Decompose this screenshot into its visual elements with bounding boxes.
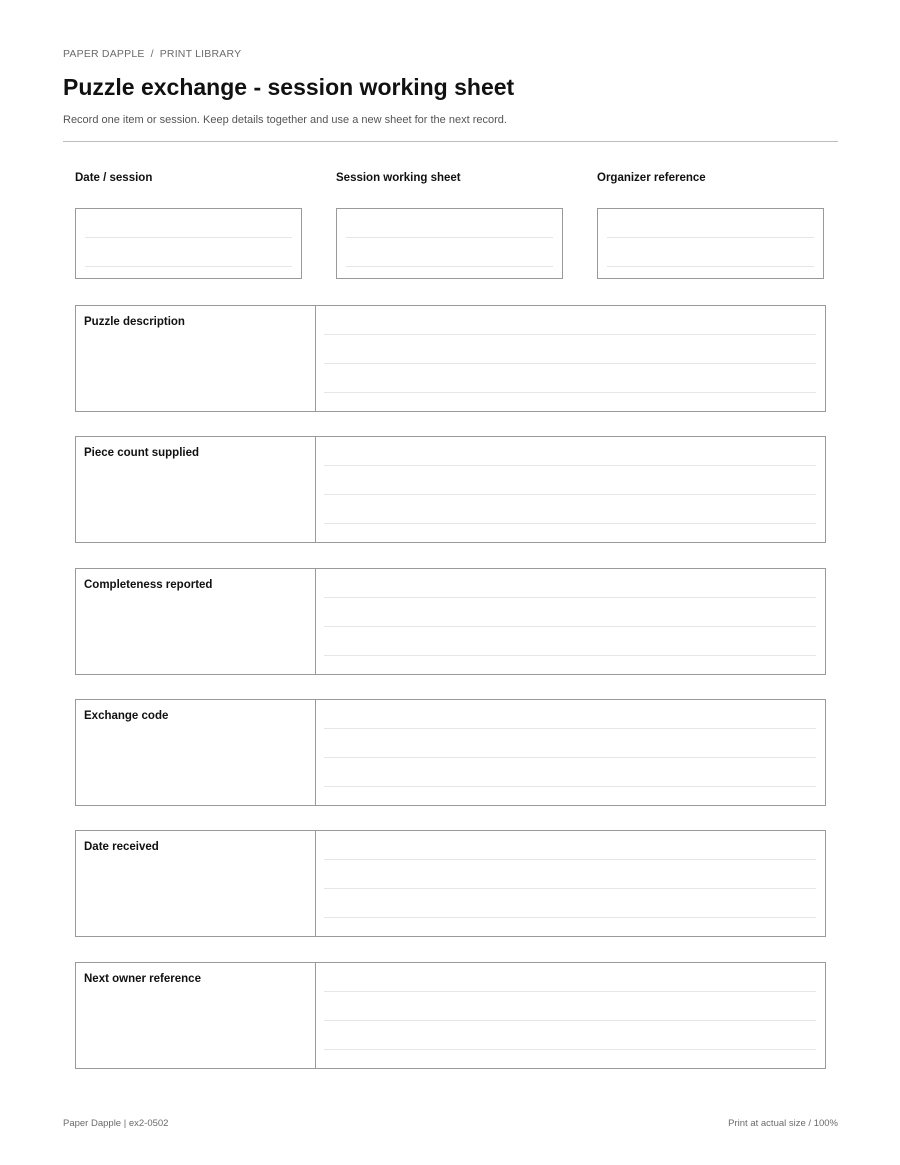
footer-print-note: Print at actual size / 100%	[728, 1118, 838, 1129]
writing-line	[324, 392, 816, 393]
breadcrumb-separator: /	[150, 48, 154, 60]
date-session-label: Date / session	[75, 172, 153, 184]
writing-line	[324, 728, 816, 729]
writing-line	[324, 1020, 816, 1021]
page-title: Puzzle exchange - session working sheet	[63, 74, 515, 100]
date-received-field[interactable]	[316, 831, 825, 936]
next-owner-reference-label: Next owner reference	[84, 973, 201, 985]
writing-line	[324, 757, 816, 758]
writing-line	[85, 266, 292, 267]
date-received-row	[75, 830, 826, 937]
writing-line	[324, 494, 816, 495]
writing-line	[324, 363, 816, 364]
writing-line	[324, 917, 816, 918]
writing-line	[324, 465, 816, 466]
writing-line	[324, 597, 816, 598]
page-instructions: Record one item or session. Keep details together and use a new sheet for the next record.	[63, 114, 507, 126]
puzzle-description-field[interactable]	[316, 306, 825, 411]
header-divider	[63, 141, 838, 142]
writing-line	[324, 334, 816, 335]
writing-line	[324, 888, 816, 889]
puzzle-description-row	[75, 305, 826, 412]
piece-count-supplied-row	[75, 436, 826, 543]
next-owner-reference-field[interactable]	[316, 963, 825, 1068]
organizer-reference-label: Organizer reference	[597, 172, 706, 184]
breadcrumb	[63, 48, 241, 60]
writing-line	[324, 991, 816, 992]
piece-count-supplied-label: Piece count supplied	[84, 447, 200, 459]
piece-count-supplied-field[interactable]	[316, 437, 825, 542]
puzzle-description-label: Puzzle description	[84, 316, 185, 328]
completeness-reported-field[interactable]	[316, 569, 825, 674]
exchange-code-label: Exchange code	[84, 710, 169, 722]
writing-line	[324, 1049, 816, 1050]
writing-line	[324, 786, 816, 787]
date-session-field[interactable]	[75, 208, 302, 279]
date-received-label: Date received	[84, 841, 159, 853]
writing-line	[346, 237, 553, 238]
session-working-sheet-label: Session working sheet	[336, 172, 461, 184]
completeness-reported-label: Completeness reported	[84, 579, 213, 591]
writing-line	[324, 655, 816, 656]
exchange-code-field[interactable]	[316, 700, 825, 805]
writing-line	[607, 266, 814, 267]
writing-line	[85, 237, 292, 238]
writing-line	[324, 626, 816, 627]
writing-line	[324, 523, 816, 524]
writing-line	[324, 859, 816, 860]
breadcrumb-section: PRINT LIBRARY	[159, 48, 242, 60]
next-owner-reference-row	[75, 962, 826, 1069]
writing-line	[607, 237, 814, 238]
session-working-sheet-field[interactable]	[336, 208, 563, 279]
writing-line	[346, 266, 553, 267]
footer-document-id: Paper Dapple | ex2-0502	[63, 1118, 169, 1129]
completeness-reported-row	[75, 568, 826, 675]
exchange-code-row	[75, 699, 826, 806]
organizer-reference-field[interactable]	[597, 208, 824, 279]
breadcrumb-brand: PAPER DAPPLE	[63, 48, 145, 60]
